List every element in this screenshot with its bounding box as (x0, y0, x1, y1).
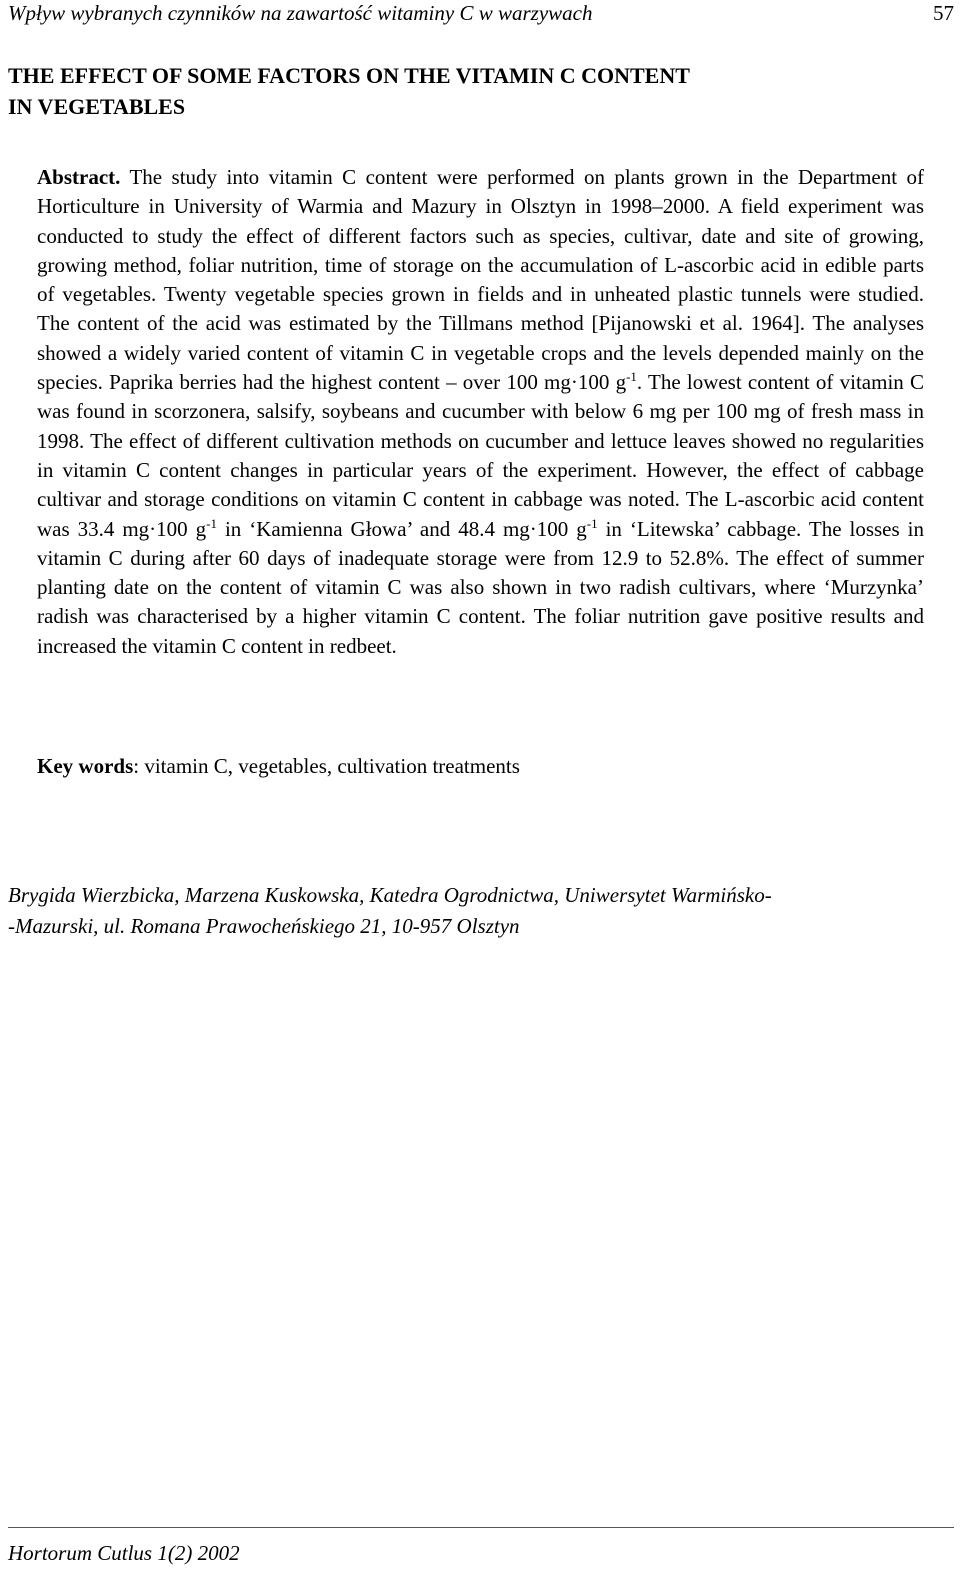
journal-footer: Hortorum Cutlus 1(2) 2002 (8, 1541, 240, 1565)
title-line-2: IN VEGETABLES (8, 94, 186, 119)
keywords (37, 752, 924, 781)
running-head: Wpływ wybranych czynników na zawartość witaminy C w warzywach (8, 1, 593, 25)
superscript-2: -1 (206, 515, 217, 531)
authors-line-1: Brygida Wierzbicka, Marzena Kuskowska, Katedra Ogrodnictwa, Uniwersytet Warmińsko- (8, 883, 772, 907)
author-affiliation (8, 880, 954, 942)
footer-rule (8, 1527, 954, 1528)
abstract-text-1: The study into vitamin C content were performed on plants grown in the Department of Horticulture in University of Warmia and Mazury in Olsztyn in 1998–2000. A field experiment was conducted to study the effect of different factors such as species, cultivar, date and site of growing, growing method, foliar nutrition, time of storage on the accumulation of L-ascorbic acid in edible parts of vegetables. Twenty vegetable species grown in fields and in unheated plastic tunnels were studied. The content of the acid was estimated by the Tillmans method [Pijanowski et al. 1964]. The analyses showed a widely varied content of vitamin C in vegetable crops and the levels depended mainly on the species. Paprika berries had the highest content – over 100 mg·100 g (37, 165, 924, 395)
superscript-3: -1 (586, 515, 598, 531)
superscript-1: -1 (626, 369, 637, 385)
authors-line-2: -Mazurski, ul. Romana Prawocheńskiego 21, 10-957 Olsztyn (8, 914, 520, 938)
keywords-label: Key words (37, 754, 134, 778)
page-number: 57 (933, 1, 954, 25)
title-line-1: THE EFFECT OF SOME FACTORS ON THE VITAMIN C CONTENT (8, 63, 690, 88)
keywords-text: : vitamin C, vegetables, cultivation treatments (133, 754, 520, 778)
abstract-text-3: in ‘Kamienna Głowa’ and 48.4 mg·100 g (217, 516, 587, 541)
abstract (37, 163, 924, 661)
article-title (8, 60, 908, 122)
abstract-label: Abstract. (37, 165, 121, 189)
abstract-text-4: in ‘Litewska’ cabbage. The losses in vitamin C during after 60 days of inadequate storage were from 12.9 to 52.8%. The effect of summer planting date on the content of vitamin C was also shown in two radish cultivars, where ‘Murzynka’ radish was characterised by a higher vitamin C content. The foliar nutrition gave positive results and increased the vitamin C content in redbeet. (37, 516, 924, 658)
abstract-text-2: . The lowest content of vitamin C was found in scorzonera, salsify, soybeans and cucumber with below 6 mg per 100 mg of fresh mass in 1998. The effect of different cultivation methods on cucumber and lettuce leaves showed no regularities in vitamin C content changes in particular years of the experiment. However, the effect of cabbage cultivar and storage conditions on vitamin C content in cabbage was noted. The L-ascorbic acid content was 33.4 mg·100 g (37, 370, 924, 541)
